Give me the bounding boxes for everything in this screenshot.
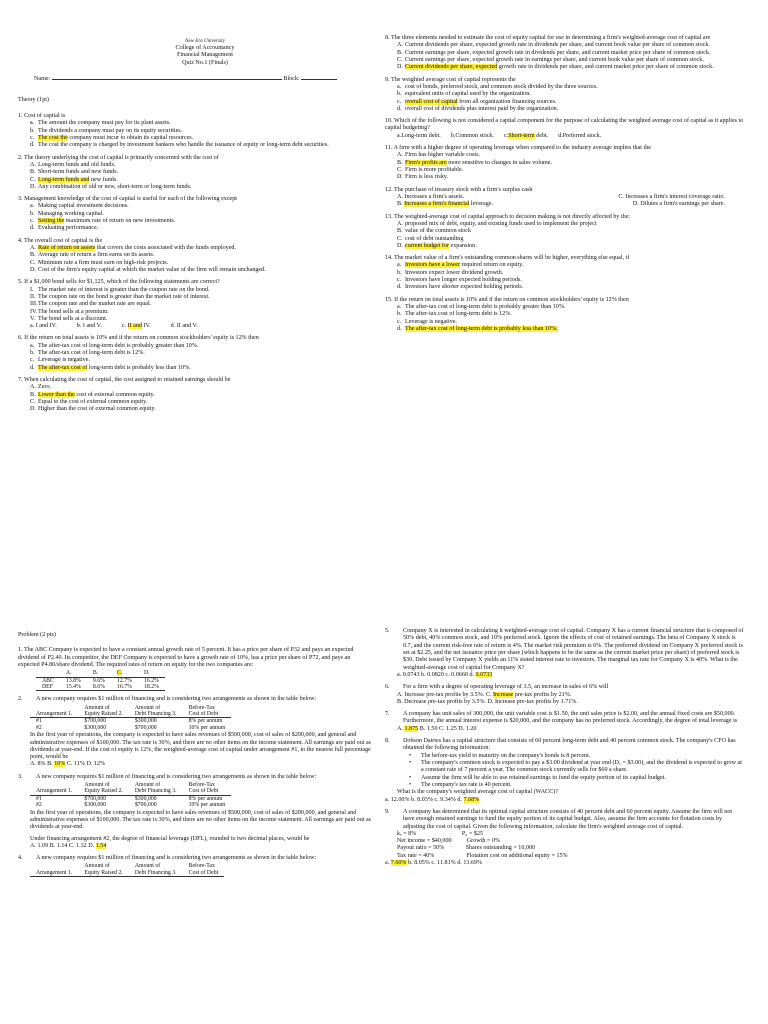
school-name: New Era University — [185, 39, 225, 44]
question-stem: 6. If the return on total assets is 10% and if the return on common stockholders' equity is 12% then — [18, 335, 259, 342]
financing-table: Amount of Amount of Before-Tax Arrangement 1. Equity Raised 2. Debt Financing 3. Cost of Debt #1 $700,000 $300,000 8% per annum #2 $300,000 $700,000 10% per annum — [30, 705, 231, 732]
question-stem: 7. When calculating the cost of capital, the cost assigned to retained earnings should be — [18, 377, 231, 383]
theory-label: Theory (1pt) — [18, 97, 49, 103]
problem-4: 4. A new company requires $1 million of financing and is considering two arrangements as shown in the table below: Amount of Amount of Before-Tax Arrangement 1. Equity Raised 2. Debt Financing 3. Cost of Debt — [18, 855, 317, 876]
answer-option[interactable]: D. Cost of the firm's equity capital at which the market value of the firm will remain unchanged. — [30, 266, 266, 273]
answer-option[interactable]: d. overall cost of dividends plus interest paid by the organization. — [397, 105, 559, 112]
answer-options[interactable]: A. 1.09 B. 1.14 C. 1.32 D. 1.54 — [30, 842, 107, 849]
answer-option[interactable]: c. Leverage is negative. — [397, 318, 457, 325]
answer-option[interactable]: a. Investors have a lower required return on equity. — [397, 262, 524, 269]
option-b[interactable]: b. I and V. — [76, 323, 102, 330]
answer-option[interactable]: a. The after-tax cost of long-term debt is probably greater than 10%. — [397, 304, 566, 310]
name-line — [34, 76, 374, 83]
question-5 — [18, 279, 373, 330]
financing-table: Amount of Amount of Before-Tax Arrangement 1. Equity Raised 2. Debt Financing 3. Cost of Debt — [30, 863, 224, 877]
answer-option[interactable]: D. Current dividends per share, expected growth rate in dividends per share, and current market price per share of common stock. — [397, 64, 714, 71]
question-stem: 3. Management knowledge of the cost of capital is useful for each of the following except — [18, 196, 237, 203]
problem-8: 8. Dobson Dairies has a capital structure that consists of 60 percent long-term debt and 40 percent common stock. The company's CFO has obtained the following information: • The before-tax yield to maturity on the company's bonds is 8 percent. • The company's common stock is expected to pay a $3.00 dividend at year end (D₁ = $3.00), and the dividend is expected to grow at a constant rate of 7 percent a year. The common stock currently sells for $60 a share. • Assume the firm will be able to use retained earnings to fund the equity portion of its capital budget. • The company's tax rate is 40 percent. What is the company's weighted average cost of capital (WACC)? a. 12.00% b. 8.03% c. 9.34% d. 7.68% — [385, 738, 745, 804]
question-10 — [385, 118, 745, 140]
answer-option[interactable]: d. The cost the company is charged by investment bankers who handle the issuance of equity or long-term debt securities. — [30, 142, 329, 149]
question-stem: 8. The three elements needed to estimate the cost of equity capital for use in determining a firm's weighted-average cost of capital are — [385, 35, 711, 41]
question — [385, 214, 745, 251]
table-row: DEF 15.4% 8.6% 16.7% 18.2% — [36, 684, 165, 691]
college-name: College of Accountancy — [175, 45, 235, 51]
question — [18, 377, 373, 414]
answer-option[interactable]: d. Investors have shorter expected holding periods. — [397, 284, 524, 291]
theory-right-column — [385, 35, 745, 338]
option-a[interactable]: a. I and IV. — [30, 323, 57, 330]
problem-title: Problem (2 pts) — [18, 632, 56, 638]
problem-9: 9. A company has determined that its optimal capital structure consists of 40 percent debt and 60 percent equity. Assume the firm will not have enough retained earnings to fund the equity portion of its capital budget. Also, assume the firm accounts for flotation costs by adjusting the cost of capital. Given the following information, calculate the firm's weighted average cost of capital. kₑ = 8% P₀ = $25 Net income = $40,000 Growth = 0% Payout ratio = 50% Shares outstanding = 10,000 Tax rate = 40% Flotation cost on additional equity = 15% a. 7.60% b. 8.05% c. 11.81% d. 13.69% — [385, 809, 745, 868]
answer-option[interactable]: a. The after-tax cost of long-term debt is probably greater than 10%. — [30, 342, 199, 349]
table-row: #1 $700,000 $300,000 8% per annum — [36, 795, 223, 802]
answer-option[interactable]: A. Long-term funds and old funds. — [30, 161, 116, 168]
question-stem: 11. A firm with a higher degree of operating leverage when compared to the industry average implies that the — [385, 145, 651, 152]
question-stem: 13. The weighted-average cost of capital approach to decision making is not directly affected by the: — [385, 213, 631, 220]
answer-row-2 — [385, 201, 745, 208]
problem-question: Under financing arrangement #2, the degree of financial leverage (DFL), rounded to two decimal places, would be — [30, 835, 310, 842]
answer-option[interactable]: a. cost of bonds, preferred stock, and common stock divided by the three sources. — [397, 83, 598, 90]
answer-option[interactable]: A. Firm has higher variable costs. — [397, 152, 480, 159]
financing-table: Amount of Amount of Before-Tax Arrangement 1. Equity Raised 2. Debt Financing 3. Cost of Debt #1 $700,000 $300,000 8% per annum #2 $300,000 $700,000 10% per annum — [30, 782, 231, 809]
table-row: ABC 13.8% 9.6% 12.7% 16.2% — [36, 677, 165, 684]
answer-row-2[interactable]: B. Decrease pre-tax profits by 3.5%. D. Increase pre-tax profits by 1.71%. — [397, 698, 578, 705]
problem-7: 7. A company has unit sales of 300,000, the unit variable cost is $1.50, the unit sales price is $2.00, and the annual fixed costs are $50,000. Furthermore, the annual interest expense is $20,000, and the company has no preferred stock. Accordingly, the degree of total leverage is A. 1.875 B. 1.50 C. 1.25 D. 1.20 — [385, 711, 745, 733]
question-stem: 10. Which of the following is not considered a capital component for the purpose of calculating the weighted average cost of capital as it applies to capital budgeting? — [385, 118, 744, 132]
answer-option[interactable]: B. Firm's profits are more sensitive to changes in sales volume. — [397, 159, 552, 166]
answer-option[interactable]: C. Current earnings per share, expected growth rate in earnings per share, and current book value per share of common stock. — [397, 56, 704, 63]
problem-text: A company has determined that its optimal capital structure consists of 40 percent debt and 60 percent equity. Assume the firm will not have enough retained earnings to fund the equity portion of its capital budget. Also, assume the firm accounts for flotation costs by adjusting the cost of capital. Given the following information, calculate the firm's weighted average cost of capital. — [403, 808, 733, 830]
answer-option[interactable]: D. Any combination of old or new, short-term or long-term funds. — [30, 183, 192, 190]
given-line: Net income = $40,000 Growth = 0% — [397, 838, 501, 845]
option-c[interactable]: c.Short-term debt. — [504, 132, 549, 139]
theory-left-column — [18, 113, 373, 419]
block-label: Block: — [283, 76, 300, 82]
question — [385, 77, 745, 114]
problem-text: Company X is interested in calculating it weighted-average cost of capital. Company X has a current financial structure that is composed of 50% debt, 40% common stock, and 10% preferred stock. Ignore the effects of cost of retained earnings. The beta of Company X stock is 0.7, and the current risk-free rate of return is 4%. The market risk premium is 6%. The preferred dividend on Company X preferred stock is set at $2.25, and the net issuance price per share (which happens to be the same as the current market price per share) of preferred stock is $30. Debt issued by Company X yields an 11% stated interest rate to investors. The marginal tax rate for Company X is 40%. What is the weighted-average cost of capital for Company X? — [403, 628, 744, 671]
question-stem: 9. The weighted average cost of capital represents the — [385, 76, 516, 83]
option-a[interactable]: A. Increases a firm's assets. — [397, 193, 465, 200]
problem-6: 6. For a firm with a degree of operating leverage of 3.5, an increase in sales of 6% will A. Increase pre-tax profits by 3.5%. C. Increase pre-tax profits by 21%. B. Decrease pre-tax profits by 3.5%. D. Increase pre-tax profits by 1.71%. — [385, 684, 745, 706]
answer-option[interactable]: d. The after-tax cost of long-term debt is probably less than 10%. — [30, 364, 191, 371]
problem-2: 2. A new company requires $1 million of financing and is considering two arrangements as shown in the table below: Amount of Amount of Before-Tax Arrangement 1. Equity Raised 2. Debt Financing 3. Cost of Debt #1 $700,000 $300,000 8% per annum #2 $300,000 $700,000 10% per annum In the first year of operations, the company is expected to have sales revenues of $500,000, cost of sales of $200,000, and general and administrative expenses of $100,000. The tax rate is 30%, and there are no other items on the income statement. All earnings are paid out as dividends at year-end. If the cost of equity is 12%, the weighted-average cost of capital under arrangement #1, to the nearest full percentage point, would be A. 8% B. 10% C. 11% D. 12% — [18, 696, 372, 768]
question — [385, 297, 745, 334]
answer-options — [18, 323, 373, 330]
given-line: Payout ratio = 50% Shares outstanding = 10,000 — [397, 845, 536, 852]
option-d[interactable]: d.Preferred stock. — [558, 132, 602, 139]
answer-option[interactable]: A. proposed mix of debt, equity, and existing funds used to implement the project — [397, 220, 597, 227]
option-d[interactable]: D. Dilutes a firm's earnings per share. — [632, 201, 725, 208]
problem-text: Dobson Dairies has a capital structure that consists of 60 percent long-term debt and 40 percent common stock. The company's CFO has obtained the following information: — [403, 738, 736, 752]
answer-option[interactable]: b. Managing working capital. — [30, 210, 104, 217]
answer-option[interactable]: b. The after-tax cost of long-term debt is 12%. — [397, 311, 512, 318]
answer-option[interactable]: A. Zero. — [30, 384, 52, 391]
list-item: • The company's common stock is expected to pay a $3.00 dividend at year end (D₁ = $3.00), and the dividend is expected to grow at a constant rate of 7 percent a year. The common stock currently sells for $60 a share. — [409, 760, 742, 774]
problems-left-column — [18, 632, 373, 882]
problem-text: For a firm with a degree of operating leverage of 3.5, an increase in sales of 6% will — [403, 684, 609, 691]
answer-option[interactable]: c. Investors have longer expected holding periods. — [397, 277, 522, 284]
answer-option[interactable]: d. The after-tax cost of long-term debt is probably less than 10%. — [397, 325, 558, 332]
quiz-title: Quiz No.1 (Finals) — [182, 59, 228, 66]
answer-option[interactable]: b. The dividends a company must pay on its equity securities. — [30, 127, 183, 134]
name-label: Name: — [34, 76, 51, 82]
answer-option[interactable]: a. Making capital investment decisions. — [30, 203, 129, 210]
question-stem: 4. The overall cost of capital is the — [18, 237, 103, 244]
given-line: Tax rate = 40% Flotation cost on additional equity = 15% — [397, 852, 568, 859]
problem-stem: A new company requires $1 million of financing and is considering two arrangements as shown in the table below: — [36, 855, 317, 862]
answer-option[interactable]: B. Short-term funds and new funds. — [30, 169, 119, 176]
answer-option[interactable]: b. The after-tax cost of long-term debt is 12%. — [30, 350, 145, 357]
answer-option[interactable]: C. Long-term funds and new funds. — [30, 176, 118, 183]
answer-option[interactable]: B. Lower than the cost of external common equity. — [30, 391, 155, 398]
col-c[interactable]: C. — [116, 670, 123, 677]
list-item: • The before-tax yield to maturity on the company's bonds is 8 percent. — [409, 752, 591, 759]
problem-text: A company has unit sales of 300,000, the unit variable cost is $1.50, the unit sales price is $2.00, and the annual fixed costs are $50,000. Furthermore, the annual interest expense is $20,000, and the company has no preferred stock. Accordingly, the degree of total leverage is — [403, 711, 738, 725]
answer-option[interactable]: d. Evaluating performance. — [30, 225, 99, 232]
question — [385, 35, 745, 72]
answer-option[interactable]: C. cost of debt outstanding — [397, 235, 464, 242]
option-d[interactable]: d. II and V. — [170, 323, 198, 330]
answer-options[interactable]: a. 7.60% b. 8.05% c. 11.81% d. 13.69% — [385, 860, 483, 867]
answer-options[interactable]: a. 12.00% b. 8.03% c. 9.34% d. 7.68% — [385, 796, 480, 803]
problem-question: What is the company's weighted average cost of capital (WACC)? — [397, 789, 559, 796]
problems-right-column — [385, 628, 745, 872]
answer-option[interactable]: C. Firm is more profitable. — [397, 167, 464, 173]
option-c[interactable]: c. II and IV. — [121, 323, 151, 330]
answer-option[interactable]: c. overall cost of capital from all organization financing sources. — [397, 98, 557, 105]
col-b[interactable]: B. — [92, 670, 99, 677]
answer-option[interactable]: b. equivalent units of capital used by the organization. — [397, 91, 531, 98]
question — [18, 113, 373, 150]
option-a[interactable]: a.Long-term debt. — [397, 132, 441, 139]
answer-options[interactable]: a. 0.0743 b. 0.0820 c. 0.0660 d. 0.0733 — [397, 671, 493, 678]
list-item: • Assume the firm will be able to use retained earnings to fund the equity portion of its capital budget. — [409, 774, 666, 781]
statement-item: II. The coupon rate on the bond is greater than the market rate of interest. — [30, 293, 210, 300]
statement-item: IV. The bond sells at a premium. — [30, 308, 109, 315]
answer-option[interactable]: B. Average rate of return a firm earns on its assets. — [30, 252, 155, 259]
table-row: #2 $300,000 $700,000 10% per annum — [36, 724, 226, 731]
problem-3: 3. A new company requires $1 million of financing and is considering two arrangements as shown in the table below: Amount of Amount of Before-Tax Arrangement 1. Equity Raised 2. Debt Financing 3. Cost of Debt #1 $700,000 $300,000 8% per annum #2 $300,000 $700,000 10% per annum In the first year of operations, the company is expected to have sales revenues of $500,000, cost of sales of $200,000, and general and administrative expenses of $100,000. The tax rate is 30%, and there are no other items on the income statement. All earnings are paid out as dividends at year-end. Under financing arrangement #2, the degree of financial leverage (DFL), rounded to two decimal places, would be A. 1.09 B. 1.14 C. 1.32 D. 1.54 — [18, 773, 372, 849]
answer-option[interactable]: c. Leverage is negative. — [30, 357, 90, 364]
table-row: #2 $300,000 $700,000 10% per annum — [36, 802, 226, 809]
answer-option[interactable]: B. value of the common stock — [397, 228, 471, 235]
exam-header — [100, 39, 310, 67]
subject-name: Financial Management — [176, 52, 233, 59]
list-item: • The company's tax rate is 40 percent. — [409, 781, 512, 788]
question-stem: 2. The theory underlying the cost of capital is primarily concerned with the cost of — [18, 154, 219, 161]
answer-option[interactable]: c. Setting the maximum rate of return on new investments. — [30, 218, 176, 225]
answer-row-1[interactable]: A. Increase pre-tax profits by 3.5%. C. Increase pre-tax profits by 21%. — [397, 691, 572, 698]
question-stem: 5. If a $1,000 bond sells for $1,125, which of the following statements are correct? — [18, 279, 220, 286]
answer-option[interactable]: D. current budget for expansion. — [397, 242, 477, 249]
question-stem: 14. The market value of a firm's outstanding common shares will be higher, everything else equal, if — [385, 255, 630, 262]
problem-5: 5. Company X is interested in calculating it weighted-average cost of capital. Company X has a current financial structure that is composed of 50% debt, 40% common stock, and 10% preferred stock. Ignore the effects of cost of retained earnings. The beta of Company X stock is 0.7, and the current risk-free rate of return is 4%. The market risk premium is 6%. The preferred dividend on Company X preferred stock is set at $2.25, and the net issuance price per share (which happens to be the same as the current market price per share) of preferred stock is $30. Debt issued by Company X yields an 11% stated interest rate to investors. The marginal tax rate for Company X is 40%. What is the weighted-average cost of capital for Company X? a. 0.0743 b. 0.0820 c. 0.0660 d. 0.0733 — [385, 628, 744, 678]
problem-stem: 1. The ABC Company is expected to have a constant annual growth rate of 5 percent. It has a price per share of P32 and pays an expected dividend of P2.40. Its competitor, the DEF Company is expected to have a growth rate of 10%, has a price per share of P72, and pays an expected P4.80/share dividend. The required rates of return on equity for the two companies are: — [18, 647, 354, 668]
col-a[interactable]: A. — [65, 670, 72, 677]
problem-text: In the first year of operations, the company is expected to have sales revenues of $500,000, cost of sales of $200,000, and general and administrative expenses of $100,000. The tax rate is 30%, and there are no other items on the income statement. All earnings are paid out as dividends at year-end. If the cost of equity is 12%, the weighted-average cost of capital under arrangement #1, to the nearest full percentage point, would be — [30, 732, 372, 761]
answer-option[interactable]: b. Investors expect lower dividend growth. — [397, 269, 504, 276]
question — [18, 196, 373, 233]
statement-item: I. The market rate of interest is greater than the coupon rate on the bond. — [30, 286, 210, 293]
option-b[interactable]: b.Common stock. — [450, 132, 494, 139]
problem-stem: A new company requires $1 million of financing and is considering two arrangements as shown in the table below: — [36, 773, 317, 780]
answer-option[interactable]: a. The amount the company must pay for its plant assets. — [30, 120, 171, 127]
question-12 — [385, 187, 745, 209]
answer-option[interactable]: C. Minimum rate a firm must earn on high-risk projects. — [30, 259, 169, 266]
answer-option[interactable]: B. Current earnings per share, expected growth rate in dividends per share, and current market price per share of common stock. — [397, 49, 711, 56]
name-field[interactable] — [52, 79, 282, 80]
answer-options[interactable]: A. 8% B. 10% C. 11% D. 12% — [30, 761, 106, 768]
question — [385, 255, 745, 292]
table-row: #1 $700,000 $300,000 8% per annum — [36, 718, 223, 725]
problem-stem: A new company requires $1 million of financing and is considering two arrangements as shown in the table below: — [36, 696, 317, 703]
question-stem: 1. Cost of capital is — [18, 113, 66, 119]
problem-1 — [18, 647, 373, 691]
option-b[interactable]: B. Increases a firm's financial leverage. — [397, 201, 494, 208]
block-field[interactable] — [301, 79, 337, 80]
statement-item: III. The coupon rate and the market rate are equal. — [30, 301, 152, 308]
question-stem: 12. The purchase of treasury stock with a firm's surplus cash — [385, 186, 533, 193]
answer-option[interactable]: A. Current dividends per share, expected growth rate in dividends per share, and current book value per share of common stock. — [397, 42, 710, 49]
question-stem: 15. If the return on total assets is 10% and if the return on common stockholders' equity is 12% then — [385, 296, 629, 303]
option-c[interactable]: C. Increases a firm's interest coverage ratio. — [618, 193, 725, 200]
question — [18, 238, 373, 275]
given-line: kₑ = 8% P₀ = $25 — [397, 830, 484, 837]
answer-option[interactable]: c. The cost the company must incur to obtain its capital resources. — [30, 134, 194, 141]
col-d[interactable]: D. — [143, 670, 150, 677]
question — [385, 145, 745, 182]
problem-text: In the first year of operations, the company is expected to have sales revenues of $500,000, cost of sales of $200,000, and general and administrative expenses of $100,000. The tax rate is 30%, and there are no other items on the income statement. All earnings are paid out as dividends at year-end. — [30, 809, 372, 831]
answer-option[interactable]: D. Firm is less risky. — [397, 174, 448, 181]
question — [18, 155, 373, 192]
answer-options — [385, 133, 745, 140]
statement-item: V. The bond sells at a discount. — [30, 315, 108, 322]
answer-option[interactable]: A. Rate of return on assets that covers the costs associated with the funds employed. — [30, 245, 237, 251]
rates-table — [36, 670, 165, 691]
answer-option[interactable]: D. Higher than the cost of external common equity. — [30, 406, 156, 413]
answer-option[interactable]: C. Equal to the cost of external common equity. — [30, 398, 148, 405]
answer-options[interactable]: A. 1.875 B. 1.50 C. 1.25 D. 1.20 — [397, 725, 477, 732]
question — [18, 335, 373, 372]
